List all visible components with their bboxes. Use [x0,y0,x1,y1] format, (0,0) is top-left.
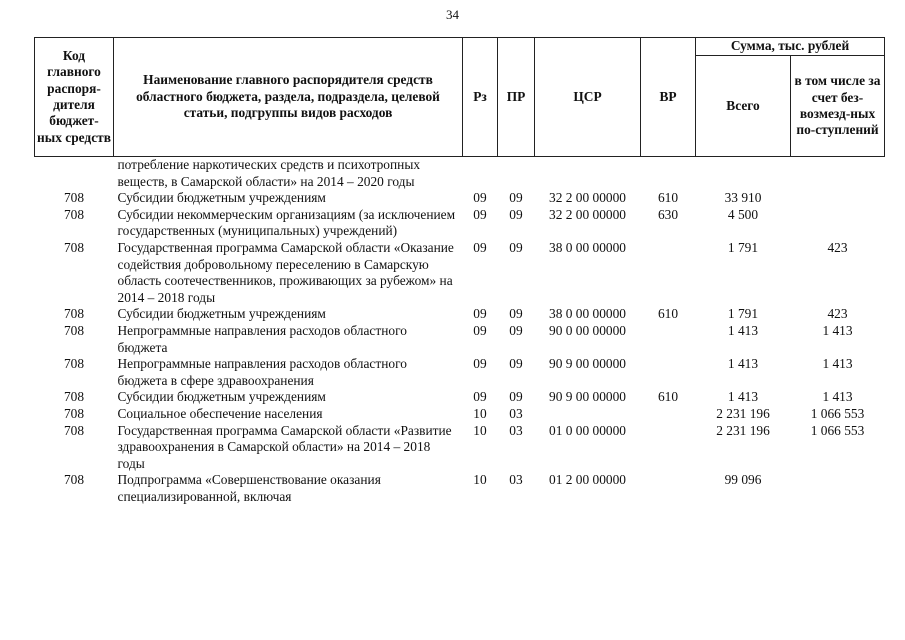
cell-pr [498,157,535,191]
cell-csr [535,157,641,191]
cell-free: 1 413 [822,356,853,372]
table-row [35,306,885,323]
cell-code: 708 [63,239,85,255]
cell-code: 708 [63,306,85,322]
cell-vr [641,423,696,473]
cell-rz: 10 [473,422,487,438]
cell-rz: 09 [473,190,487,206]
header-code: Код главного распоря-дителя бюджет-ных средств [35,38,114,157]
cell-name: Государственная программа Самарской области «Оказание содействия добровольному переселению в Самарскую область соотечественников, проживающих за рубежом» на 2014 – 2018 годы [117,239,454,305]
cell-code: 708 [63,356,85,372]
cell-pr: 09 [509,306,523,322]
budget-table [34,37,885,505]
cell-total: 4 500 [727,206,759,222]
cell-code: 708 [63,405,85,421]
cell-total [696,157,791,191]
cell-total: 2 231 196 [716,405,770,421]
header-name: Наименование главного распорядителя средств областного бюджета, раздела, подраздела, целевой статьи, подгруппы видов расходов [114,38,463,157]
cell-name: потребление наркотических средств и психотропных веществ, в Самарской области» на 2014 – 2020 годы [117,157,421,189]
cell-pr: 09 [509,356,523,372]
cell-free [791,207,885,240]
table-row [35,157,885,191]
cell-name: Подпрограмма «Совершенствование оказания специализированной, включая [117,472,381,504]
table-row [35,472,885,505]
cell-vr [641,472,696,505]
cell-free [791,472,885,505]
cell-rz: 10 [473,405,487,421]
cell-total: 2 231 196 [716,422,770,438]
cell-name: Субсидии бюджетным учреждениям [117,389,326,405]
cell-csr: 01 0 00 00000 [549,422,626,438]
table-row [35,323,885,356]
cell-csr: 38 0 00 00000 [549,306,626,322]
cell-pr: 09 [509,389,523,405]
cell-csr [535,406,641,423]
table-row [35,423,885,473]
cell-free: 423 [827,239,848,255]
cell-total: 1 791 [727,239,759,255]
cell-name: Непрограммные направления расходов областного бюджета [117,322,407,355]
cell-vr [641,356,696,389]
cell-rz: 09 [473,322,487,338]
cell-code: 708 [63,389,85,405]
cell-rz: 09 [473,306,487,322]
cell-rz: 09 [473,389,487,405]
cell-vr: 630 [657,206,679,222]
cell-free [791,190,885,207]
cell-csr: 38 0 00 00000 [549,239,626,255]
cell-rz: 10 [473,472,487,488]
table-row [35,190,885,207]
header-pr: ПР [498,38,535,157]
cell-name: Субсидии некоммерческим организациям (за исключением государственных (муниципальных) учреждений) [117,206,456,239]
table-row [35,207,885,240]
cell-pr: 09 [509,206,523,222]
header-rz: Рз [463,38,498,157]
cell-pr: 03 [509,405,523,421]
table-body [35,157,885,506]
header-csr: ЦСР [535,38,641,157]
cell-vr [641,323,696,356]
cell-free: 1 066 553 [810,422,865,438]
cell-name: Субсидии бюджетным учреждениям [117,190,326,206]
cell-csr: 90 9 00 00000 [549,389,626,405]
cell-free: 1 413 [822,322,853,338]
cell-csr: 32 2 00 00000 [549,206,626,222]
header-total: Всего [696,56,791,157]
cell-name: Субсидии бюджетным учреждениям [117,306,326,322]
cell-pr: 03 [509,422,523,438]
cell-total: 1 413 [727,322,759,338]
cell-pr: 09 [509,239,523,255]
cell-code: 708 [63,190,85,206]
cell-vr [641,240,696,306]
cell-code: 708 [63,422,85,438]
cell-total: 99 096 [724,472,762,488]
cell-name: Государственная программа Самарской области «Развитие здравоохранения в Самарской области» на 2014 – 2018 годы [117,422,452,471]
cell-free: 1 413 [822,389,853,405]
table-row [35,356,885,389]
cell-rz: 09 [473,206,487,222]
table-header [35,38,885,157]
cell-code [35,157,114,191]
cell-code: 708 [63,472,85,488]
cell-name: Социальное обеспечение населения [117,405,323,421]
table-row [35,389,885,406]
cell-csr: 32 2 00 00000 [549,190,626,206]
cell-total: 1 791 [727,306,759,322]
cell-pr: 09 [509,190,523,206]
cell-code: 708 [63,322,85,338]
cell-rz [463,157,498,191]
cell-free: 423 [827,306,848,322]
cell-free [791,157,885,191]
cell-free: 1 066 553 [810,405,865,421]
cell-vr [641,406,696,423]
table-row [35,240,885,306]
header-sum: Сумма, тыс. рублей [696,38,885,56]
cell-pr: 09 [509,322,523,338]
cell-csr: 90 9 00 00000 [549,356,626,372]
cell-pr: 03 [509,472,523,488]
cell-vr: 610 [657,190,679,206]
cell-vr: 610 [657,306,679,322]
cell-vr [641,157,696,191]
cell-vr: 610 [657,389,679,405]
cell-total: 1 413 [727,356,759,372]
cell-code: 708 [63,206,85,222]
page-number: 34 [446,7,459,22]
header-vr: ВР [641,38,696,157]
cell-rz: 09 [473,239,487,255]
header-free: в том числе за счет без-возмезд-ных по-ступлений [791,56,885,157]
table-row [35,406,885,423]
cell-total: 1 413 [727,389,759,405]
cell-csr: 01 2 00 00000 [549,472,626,488]
cell-total: 33 910 [724,190,762,206]
cell-name: Непрограммные направления расходов областного бюджета в сфере здравоохранения [117,356,407,388]
cell-csr: 90 0 00 00000 [549,322,626,338]
cell-rz: 09 [473,356,487,372]
